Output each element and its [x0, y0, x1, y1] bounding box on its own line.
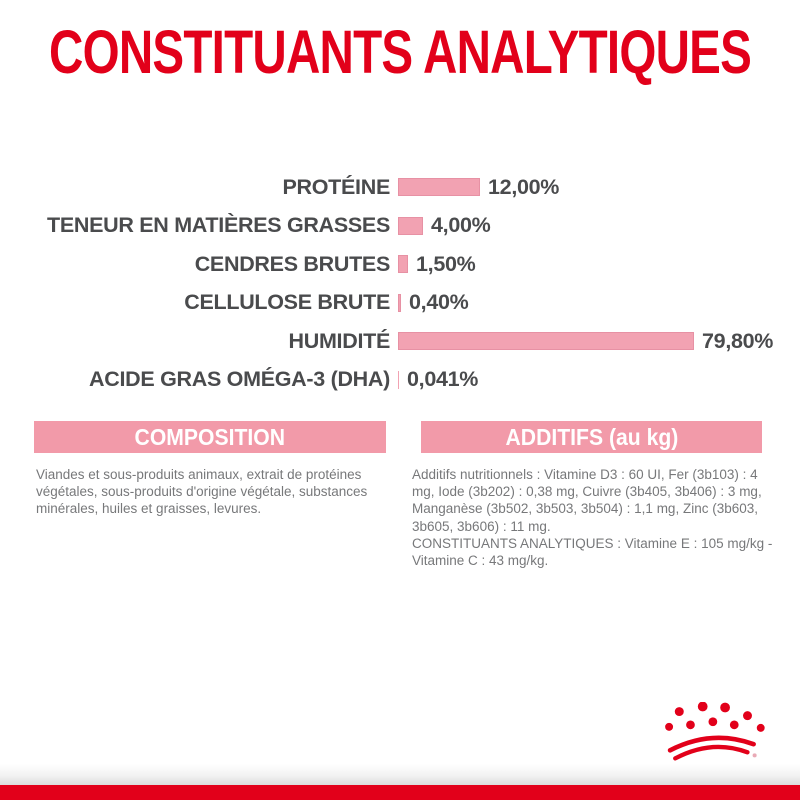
footer-gradient-strip: [0, 764, 800, 785]
chart-bar: [398, 371, 399, 389]
additives-nutritional-text: Additifs nutritionnels : Vitamine D3 : 60 UI, Fer (3b103) : 4 mg, Iode (3b202) : 0,38 mg, Cuivre (3b405, 3b406) : 3 mg, Manganèse (3b502, 3b503, 3b504) : 1,1 mg, Zinc (3b603, 3b605, 3b606) : 11 mg.: [412, 467, 762, 534]
composition-header-label: COMPOSITION: [134, 423, 286, 450]
chart-row: [0, 168, 800, 207]
chart-bar: [398, 255, 408, 273]
composition-section-header: [34, 421, 386, 453]
page-title: CONSTITUANTS ANALYTIQUES: [48, 18, 752, 86]
chart-bar-label: CELLULOSE BRUTE: [184, 290, 390, 315]
footer-red-bar: [0, 785, 800, 800]
chart-row: [0, 245, 800, 284]
composition-body: [36, 466, 402, 518]
chart-row: [0, 361, 800, 400]
chart-bar-label: ACIDE GRAS OMÉGA-3 (DHA): [89, 367, 390, 392]
page-title-container: [0, 18, 800, 86]
chart-bar-value: 0,40%: [409, 290, 469, 315]
royal-canin-crown-logo: [664, 702, 776, 768]
chart-bar-label: HUMIDITÉ: [288, 328, 390, 353]
chart-bar-value: 0,041%: [407, 367, 479, 392]
chart-bar-label: PROTÉINE: [282, 174, 390, 199]
chart-row: [0, 207, 800, 246]
additives-header-label: ADDITIFS (au kg): [505, 423, 678, 450]
chart-bar-value: 79,80%: [702, 328, 774, 353]
chart-bar: [398, 178, 480, 196]
additives-body: [412, 466, 776, 569]
analytical-constituents-bar-chart: [0, 168, 800, 399]
chart-bar-label: TENEUR EN MATIÈRES GRASSES: [46, 213, 390, 238]
composition-text: Viandes et sous-produits animaux, extrait de protéines végétales, sous-produits d'origine végétale, substances minérales, huiles et graisses, levures.: [36, 467, 368, 517]
chart-bar-value: 12,00%: [488, 174, 560, 199]
additives-analytical-text: CONSTITUANTS ANALYTIQUES : Vitamine E : 105 mg/kg - Vitamine C : 43 mg/kg.: [412, 535, 773, 569]
additives-section-header: [421, 421, 762, 453]
chart-bar: [398, 332, 694, 350]
chart-bar-value: 4,00%: [431, 213, 491, 238]
chart-row: [0, 284, 800, 323]
chart-bar: [398, 217, 423, 235]
chart-bar-value: 1,50%: [416, 251, 476, 276]
registered-trademark-dot: [753, 753, 757, 757]
chart-row: [0, 322, 800, 361]
chart-bar: [398, 294, 401, 312]
chart-bar-label: CENDRES BRUTES: [194, 251, 390, 276]
